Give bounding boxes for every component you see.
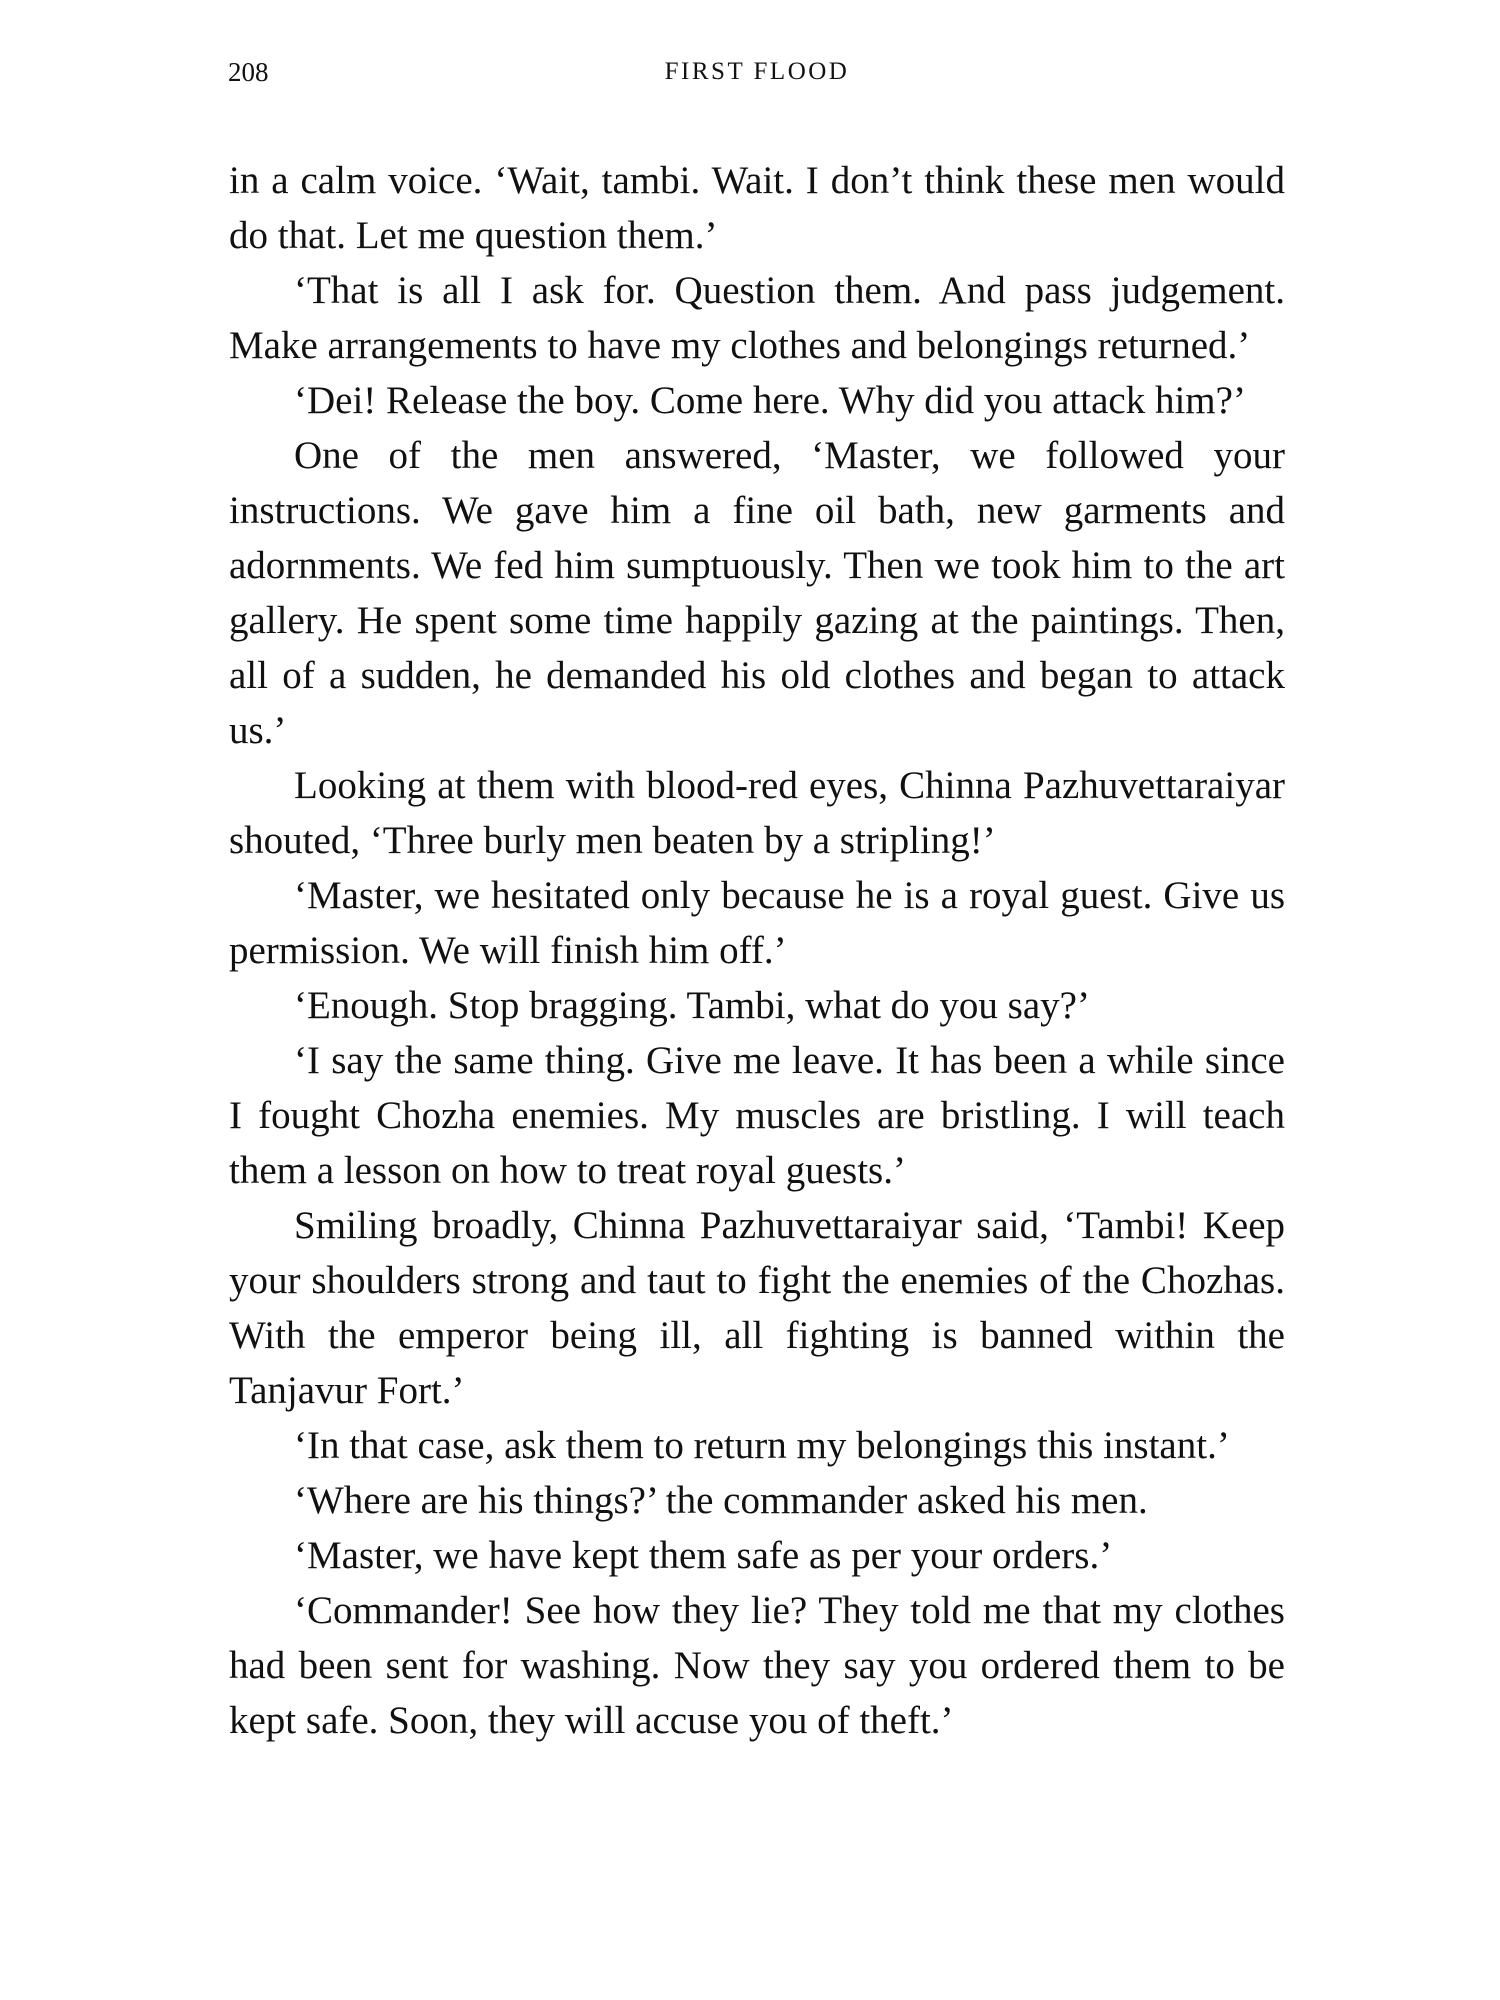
paragraph-10: ‘In that case, ask them to return my belongings this instant.’ (294, 1424, 1230, 1467)
paragraph-6: ‘Master, we hesitated only because he is a royal guest. Give us permission. We will finish him off.’ (229, 874, 1285, 972)
paragraph-4: One of the men answered, ‘Master, we followed your instructions. We gave him a fine oil bath, new garments and adornments. We fed him sumptuously. Then we took him to the art gallery. He spent some time happily gazing at the paintings. Then, all of a sudden, he demanded his old clothes and began to attack us.’ (229, 434, 1285, 752)
paragraph-7: ‘Enough. Stop bragging. Tambi, what do you say?’ (294, 984, 1090, 1027)
paragraph-3: ‘Dei! Release the boy. Come here. Why did you attack him?’ (294, 379, 1246, 422)
paragraph-13: ‘Commander! See how they lie? They told me that my clothes had been sent for washing. Now they say you ordered them to be kept safe. Soon, they will accuse you of theft.’ (229, 1589, 1285, 1742)
paragraph-8: ‘I say the same thing. Give me leave. It has been a while since I fought Chozha enemies. My muscles are bristling. I will teach them a lesson on how to treat royal guests.’ (229, 1039, 1285, 1192)
running-header (228, 52, 1286, 92)
body-text (229, 153, 1285, 1748)
paragraph-11: ‘Where are his things?’ the commander asked his men. (294, 1479, 1148, 1522)
book-title: FIRST FLOOD (664, 58, 850, 85)
paragraph-9: Smiling broadly, Chinna Pazhuvettaraiyar said, ‘Tambi! Keep your shoulders strong and taut to fight the enemies of the Chozhas. With the emperor being ill, all fighting is banned within the Tanjavur Fort.’ (229, 1204, 1285, 1412)
paragraph-12: ‘Master, we have kept them safe as per your orders.’ (294, 1534, 1113, 1577)
paragraph-2: ‘That is all I ask for. Question them. And pass judgement. Make arrangements to have my clothes and belongings returned.’ (229, 269, 1285, 367)
page-number: 208 (228, 57, 269, 87)
paragraph-1: in a calm voice. ‘Wait, tambi. Wait. I don’t think these men would do that. Let me question them.’ (229, 159, 1285, 257)
paragraph-5: Looking at them with blood-red eyes, Chinna Pazhuvettaraiyar shouted, ‘Three burly men beaten by a stripling!’ (229, 764, 1285, 862)
